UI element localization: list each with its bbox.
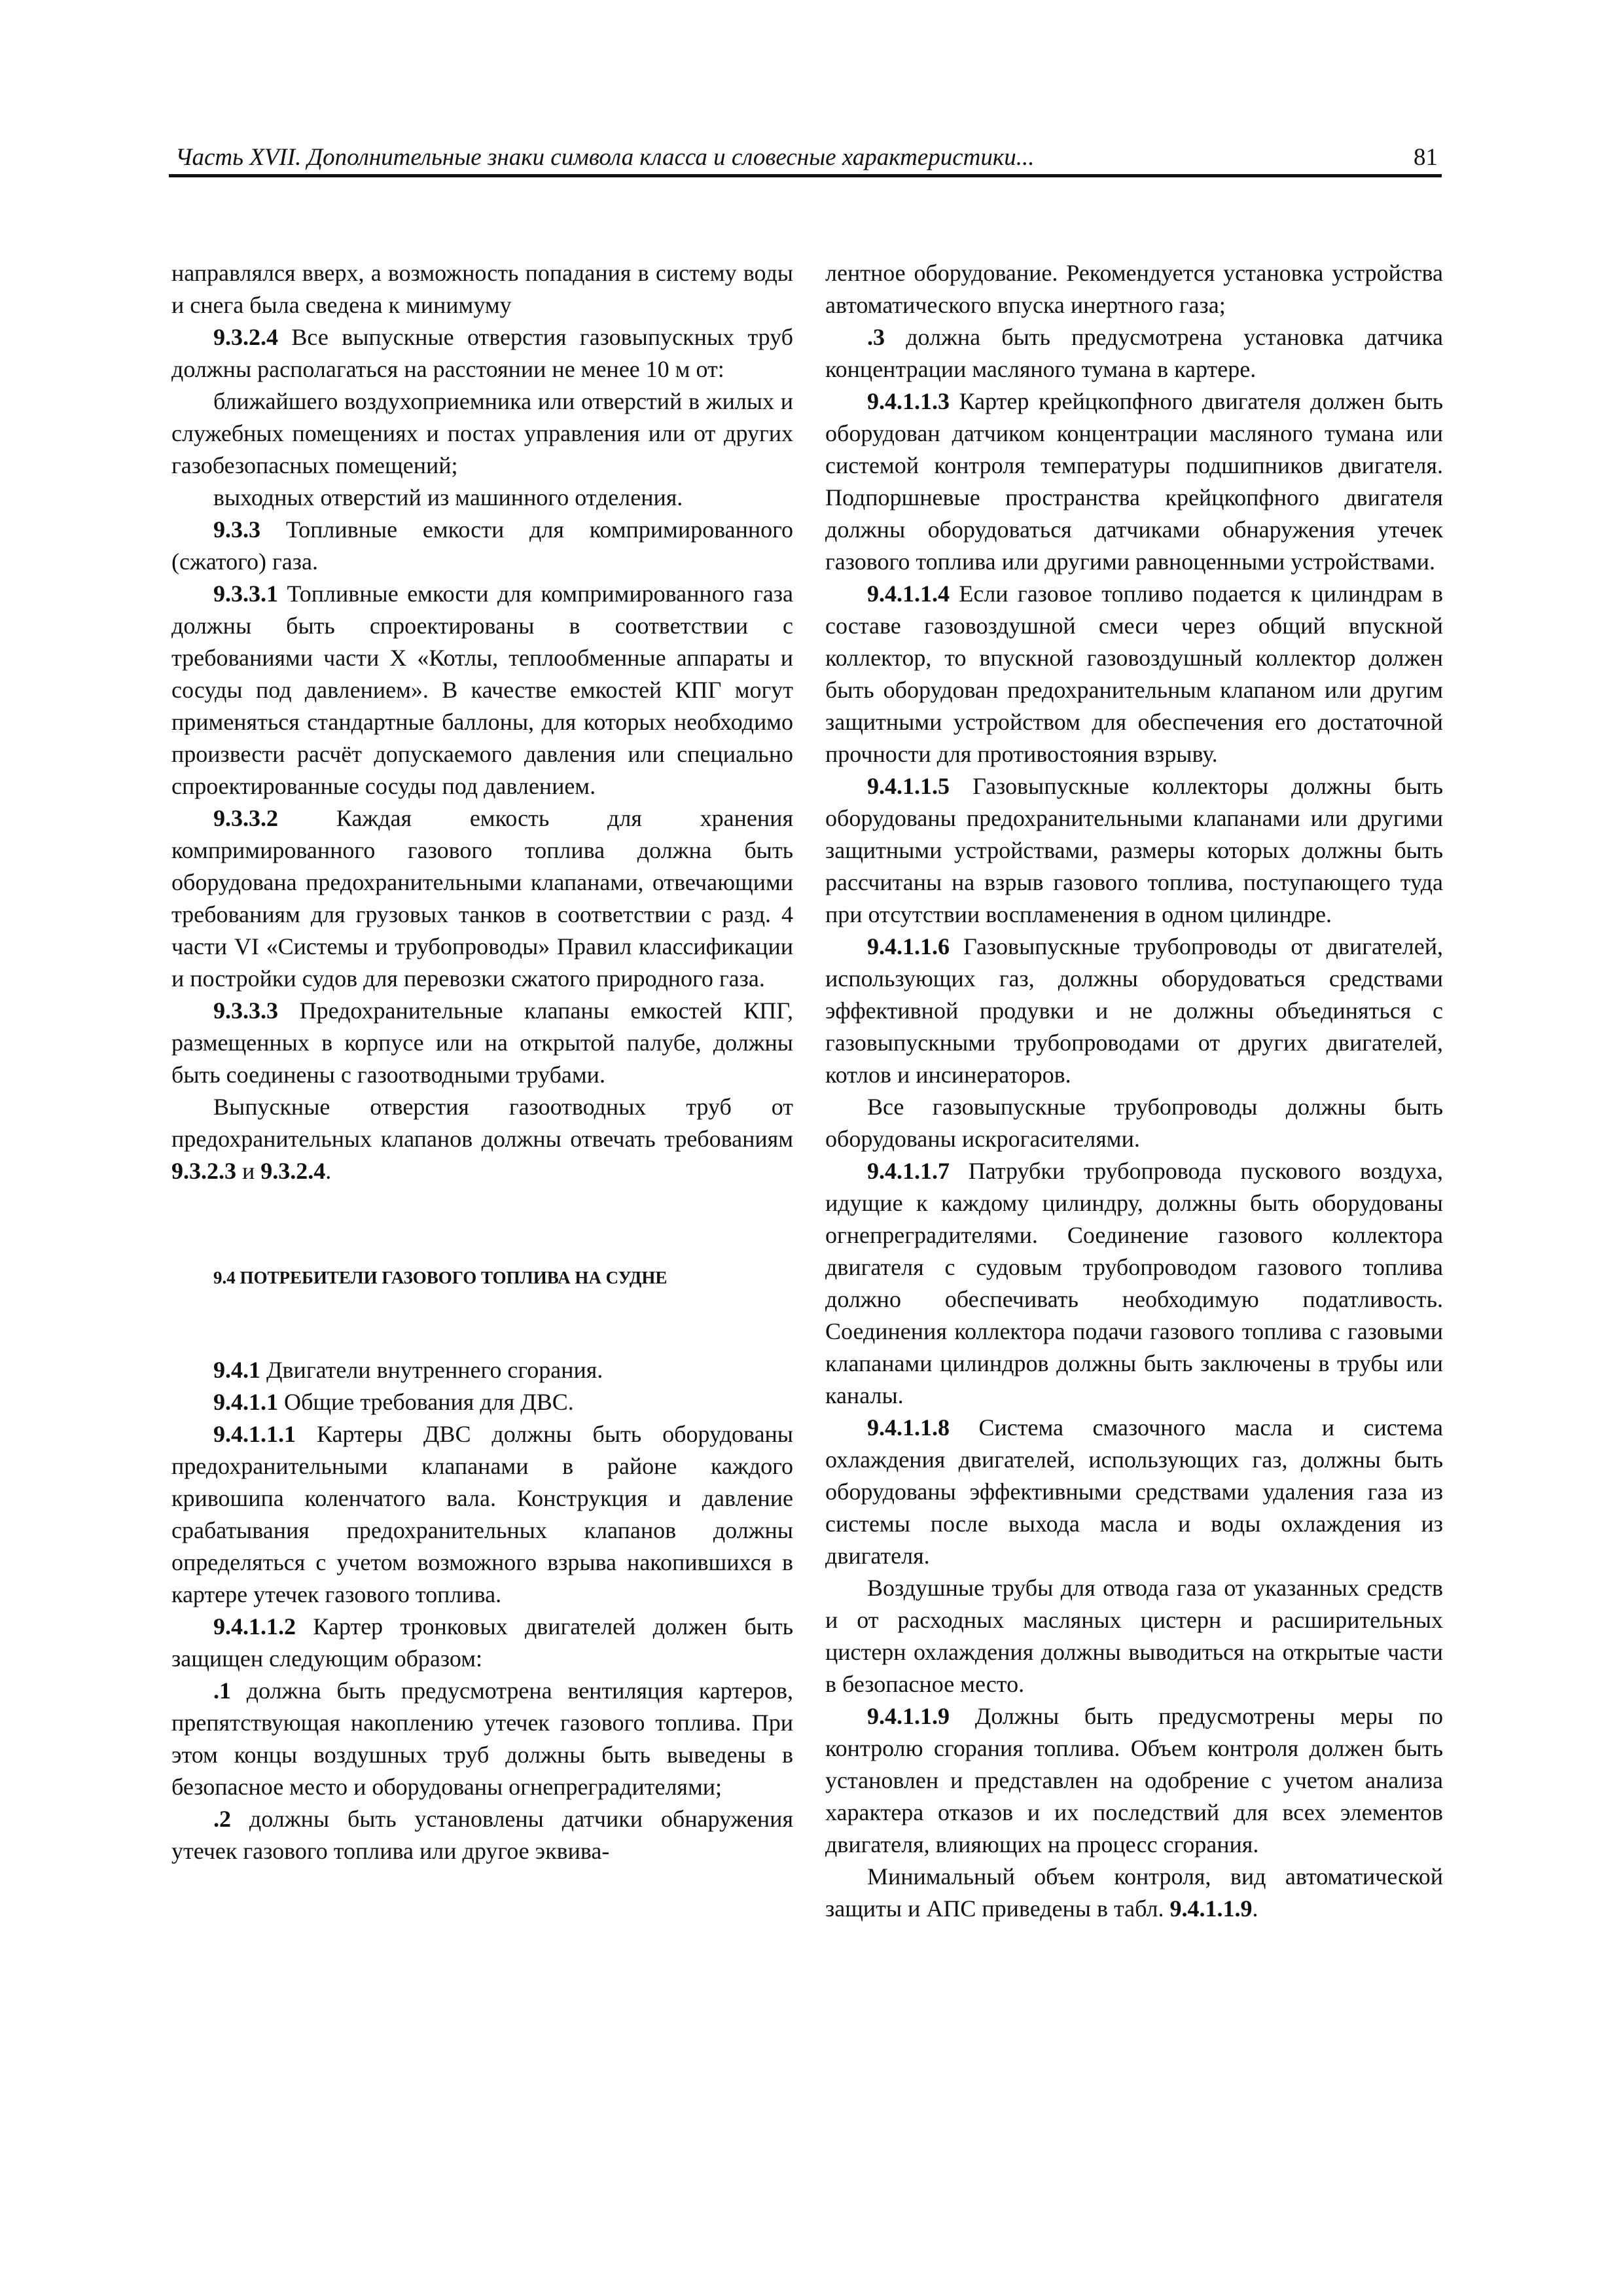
section-heading: 9.4 ПОТРЕБИТЕЛИ ГАЗОВОГО ТОПЛИВА НА СУДНЕ [213,1268,668,1287]
clause-reference: 9.3.2.3 [171,1158,236,1184]
paragraph-9-3-3-1: 9.3.3.1 Топливные емкости для компримированного газа должны быть спроектированы в соответствии с требованиями части X «Котлы, теплообменные аппараты и сосуды под давлением». В качестве емкостей КПГ могут применяться стандартные баллоны, для которых необходимо произвести расчёт допускаемого давления или специально спроектированные сосуды под давлением. [171,581,793,799]
clause-number: 9.4.1.1.5 [867,773,950,799]
paragraph-9-4-1: 9.4.1 Двигатели внутреннего сгорания. [213,1357,603,1383]
list-number: .3 [867,324,885,350]
clause-number: 9.4.1.1.2 [213,1613,296,1640]
paragraph-9-3-3-3: 9.3.3.3 Предохранительные клапаны емкостей КПГ, размещенных в корпусе или на открытой палубе, должны быть соединены с газоотводными трубами. [171,997,793,1088]
paragraph-9-4-1-1-8: 9.4.1.1.8 Система смазочного масла и система охлаждения двигателей, использующих газ, должны быть оборудованы эффективными средствами удаления газа из системы после выхода масла и воды охлаждения из двигателя. [825,1414,1443,1569]
paragraph-9-4-1-1-4: 9.4.1.1.4 Если газовое топливо подается к цилиндрам в составе газовоздушной смеси через общий впускной коллектор, то впускной газовоздушный коллектор должен быть оборудован предохранительным клапаном или другим защитными устройством для обеспечения его достаточной прочности для противостояния взрыву. [825,581,1443,767]
paragraph-9-4-1-1-1: 9.4.1.1.1 Картеры ДВС должны быть оборудованы предохранительными клапанами в районе каждого кривошипа коленчатого вала. Конструкция и давление срабатывания предохранительных клапанов должны определяться с учетом возможного взрыва накопившихся в картере утечек газового топлива. [171,1421,793,1607]
paragraph-9-3-3: 9.3.3 Топливные емкости для компримированного (сжатого) газа. [171,516,793,575]
clause-number: 9.4.1.1.7 [867,1158,950,1184]
clause-number: 9.4.1.1 [213,1389,278,1415]
spacer [171,1187,793,1262]
paragraph-9-4-1-1-6: 9.4.1.1.6 Газовыпускные трубопроводы от двигателей, использующих газ, должны оборудоваться средствами эффективной продувки и не должны объединяться с газовыпускными трубопроводами от других двигателей, котлов и инсинераторов. [825,933,1443,1088]
clause-number: 9.4.1.1.6 [867,933,950,960]
clause-number: 9.3.3.1 [213,581,278,607]
clause-number: 9.3.2.4 [213,324,278,350]
list-number: .2 [213,1806,231,1832]
clause-number: 9.4.1 [213,1357,260,1383]
paragraph: Минимальный объем контроля, вид автоматической защиты и АПС приведены в табл. 9.4.1.1.9. [825,1863,1443,1922]
paragraph: лентное оборудование. Рекомендуется установка устройства автоматического впуска инертного газа; [825,260,1443,318]
paragraph: ближайшего воздухоприемника или отверстий в жилых и служебных помещениях и постах управления или от других газобезопасных помещений; [171,388,793,478]
paragraph: Выпускные отверстия газоотводных труб от предохранительных клапанов должны отвечать требованиям 9.3.2.3 и 9.3.2.4. [171,1094,793,1184]
clause-number: 9.4.1.1.4 [867,581,950,607]
paragraph: выходных отверстий из машинного отделения. [213,484,683,511]
list-number: .1 [213,1677,231,1704]
clause-number: 9.3.3 [213,516,260,543]
paragraph: направлялся вверх, а возможность попадания в систему воды и снега была сведена к минимуму [171,260,793,318]
list-item-2: .2 должны быть установлены датчики обнаружения утечек газового топлива или другое эквива- [171,1806,793,1864]
table-reference: 9.4.1.1.9 [1169,1895,1253,1922]
page-number: 81 [1414,144,1438,171]
paragraph: Воздушные трубы для отвода газа от указанных средств и от расходных масляных цистерн и расширительных цистерн охлаждения должны выводиться на открытые части в безопасное место. [825,1575,1443,1697]
paragraph: Все газовыпускные трубопроводы должны быть оборудованы искрогасителями. [825,1094,1443,1152]
paragraph-9-4-1-1-2: 9.4.1.1.2 Картер тронковых двигателей должен быть защищен следующим образом: [171,1613,793,1672]
spacer [171,1294,793,1354]
paragraph-9-3-3-2: 9.3.3.2 Каждая емкость для хранения компримированного газового топлива должна быть оборудована предохранительными клапанами, отвечающими требованиям для грузовых танков в соответствии с разд. 4 части VI «Системы и трубопроводы» Правил классификации и постройки судов для перевозки сжатого природного газа. [171,805,793,992]
list-item-1: .1 должна быть предусмотрена вентиляция картеров, препятствующая накоплению утечек газового топлива. При этом концы воздушных труб должны быть выведены в безопасное место и оборудованы огнепреградителями; [171,1677,793,1800]
clause-number: 9.3.3.3 [213,997,278,1024]
clause-number: 9.4.1.1.9 [867,1703,950,1729]
clause-number: 9.4.1.1.3 [867,388,950,414]
paragraph-9-4-1-1-7: 9.4.1.1.7 Патрубки трубопровода пускового воздуха, идущие к каждому цилиндру, должны быть оборудованы огнепреградителями. Соединение газового коллектора двигателя с судовым трубопроводом газового топлива должно обеспечивать необходимую податливость. Соединения коллектора подачи газового топлива с газовыми клапанами цилиндров должны быть заключены в трубы или каналы. [825,1158,1443,1408]
left-column [171,257,793,1867]
clause-number: 9.3.3.2 [213,805,278,831]
clause-number: 9.4.1.1.8 [867,1414,950,1441]
paragraph-9-3-2-4: 9.3.2.4 Все выпускные отверстия газовыпускных труб должны располагаться на расстоянии не менее 10 м от: [171,324,793,382]
paragraph-9-4-1-1: 9.4.1.1 Общие требования для ДВС. [213,1389,574,1415]
paragraph-9-4-1-1-5: 9.4.1.1.5 Газовыпускные коллекторы должны быть оборудованы предохранительными клапанами или другими защитными устройствами, размеры которых должны быть рассчитаны на взрыв газового топлива, поступающего туда при отсутствии воспламенения в одном цилиндре. [825,773,1443,927]
running-header [169,143,1442,177]
paragraph-9-4-1-1-9: 9.4.1.1.9 Должны быть предусмотрены меры по контролю сгорания топлива. Объем контроля должен быть установлен и представлен на одобрение с учетом анализа характера отказов и их последствий для всех элементов двигателя, влияющих на процесс сгорания. [825,1703,1443,1857]
paragraph-9-4-1-1-3: 9.4.1.1.3 Картер крейцкопфного двигателя должен быть оборудован датчиком концентрации масляного тумана или системой контроля температуры подшипников двигателя. Подпоршневые пространства крейцкопфного двигателя должны оборудоваться датчиками обнаружения утечек газового топлива или другими равноценными устройствами. [825,388,1443,575]
clause-number: 9.4.1.1.1 [213,1421,296,1447]
clause-reference: 9.3.2.4 [260,1158,326,1184]
header-title: Часть XVII. Дополнительные знаки символа класса и словесные характеристики... [175,144,1035,171]
right-column [825,257,1443,1925]
list-item-3: .3 должна быть предусмотрена установка датчика концентрации масляного тумана в картере. [825,324,1443,382]
